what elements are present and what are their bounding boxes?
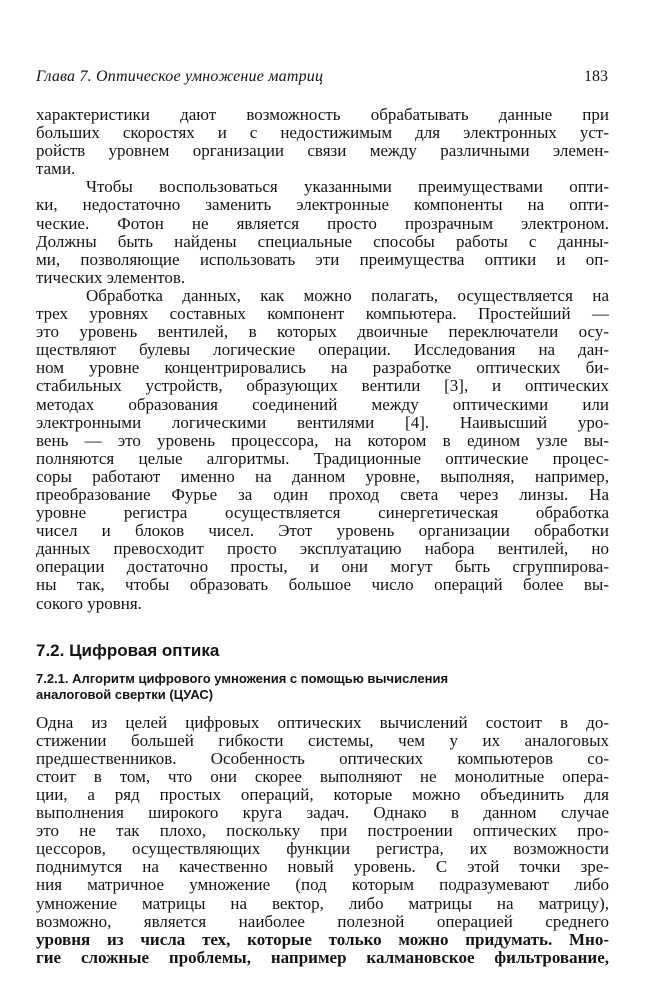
- text-line: поднимутся на качественно новый уровень. С этой точки зре-: [36, 857, 609, 877]
- spacer: [36, 613, 609, 640]
- text-line: вень — это уровень процессора, на котором в едином узле вы-: [36, 430, 609, 450]
- text-line: предшественников. Особенность оптических компьютеров со-: [36, 748, 609, 768]
- chapter-title: Глава 7. Оптическое умножение матриц: [36, 68, 324, 85]
- spacer: [36, 662, 609, 671]
- text-line: возможно, является наиболее полезной операцией среднего: [36, 911, 609, 931]
- text-line: Одна из целей цифровых оптических вычислений состоит в до-: [36, 712, 609, 732]
- text-line: ном уровне концентрировались на разработке оптических би-: [36, 358, 609, 378]
- text-line: ки, недостаточно заменить электронные компоненты на опти-: [36, 195, 609, 215]
- paragraph: [36, 714, 609, 967]
- paragraph: [36, 287, 609, 613]
- text-line: методах образования соединений между оптическими или: [36, 394, 609, 414]
- text-line: полняются целые алгоритмы. Традиционные оптические процес-: [36, 448, 609, 468]
- text-line: стабильных устройств, образующих вентили [3], и оптических: [36, 376, 609, 396]
- text-line: тических элементов.: [36, 267, 186, 287]
- spacer: [36, 703, 609, 714]
- paragraph: [36, 178, 609, 287]
- text-line: гие сложные проблемы, например калмановское фильтрование,: [36, 947, 609, 967]
- text-line: больших скоростях и с недостижимым для электронных уст-: [36, 123, 609, 143]
- text-line: характеристики дают возможность обрабатывать данные при: [36, 105, 609, 124]
- text-line: ны так, чтобы образовать большое число операций более вы-: [36, 575, 609, 595]
- text-line: тами.: [36, 159, 76, 179]
- text-line: это уровень вентилей, в которых двоичные переключатели осу-: [36, 322, 609, 342]
- text-line: преобразование Фурье за один проход света через линзы. На: [36, 484, 609, 504]
- running-header: [36, 68, 608, 92]
- text-line: это не так плохо, поскольку при построении оптических про-: [36, 821, 609, 841]
- text-line: сокого уровня.: [36, 593, 142, 613]
- text-line: ния матричное умножение (под которым подразумевают либо: [36, 875, 609, 895]
- body-text: [36, 106, 609, 967]
- text-line: умножение матрицы на вектор, либо матрицы на матрицу),: [36, 893, 609, 913]
- text-line: выполнения широкого круга задач. Однако в данном случае: [36, 803, 609, 823]
- text-line: ции, а ряд простых операций, которые можно объединить для: [36, 785, 609, 804]
- text-line: стоит в том, что они скорее выполняют не монолитные опера-: [36, 766, 609, 786]
- text-line: чисел и блоков чисел. Этот уровень организации обработки: [36, 521, 609, 541]
- subsection-heading-line: аналоговой свертки (ЦУАС): [36, 686, 214, 702]
- text-line: операции достаточно просты, и они могут быть сгруппирова-: [36, 557, 609, 577]
- text-line: соры работают именно на данном уровне, выполняя, например,: [36, 466, 609, 486]
- text-line: стижении большей гибкости системы, чем у их аналоговых: [36, 730, 609, 750]
- page-number: 183: [584, 68, 608, 85]
- text-line: ройств уровнем организации связи между различными элемен-: [36, 141, 609, 161]
- paragraph: [36, 106, 609, 178]
- text-line: уровне регистра осуществляется синергетическая обработка: [36, 503, 609, 523]
- text-line: ществляют булевы логические операции. Исследования на дан-: [36, 340, 609, 360]
- text-line: Обработка данных, как можно полагать, осуществляется на: [86, 285, 609, 305]
- text-line: уровня из числа тех, которые только можно придумать. Мно-: [36, 929, 609, 949]
- section-heading: 7.2. Цифровая оптика: [36, 640, 220, 660]
- text-line: ческие. Фотон не является просто прозрачным электроном.: [36, 213, 609, 233]
- text-line: электронными логическими вентилями [4]. Наивысший уро-: [36, 412, 609, 432]
- subsection-heading-line: 7.2.1. Алгоритм цифрового умножения с помощью вычисления: [36, 670, 449, 686]
- text-line: данных превосходит просто эксплуатацию набора вентилей, но: [36, 539, 609, 559]
- text-line: Чтобы воспользоваться указанными преимуществами опти-: [86, 177, 609, 197]
- text-line: ми, позволяющие использовать эти преимущества оптики и оп-: [36, 249, 609, 269]
- text-line: цессоров, осуществляющих функции регистра, их возможности: [36, 839, 609, 859]
- text-line: трех уровнях составных компонент компьютера. Простейший —: [36, 304, 609, 324]
- text-line: Должны быть найдены специальные способы работы с данны-: [36, 231, 609, 251]
